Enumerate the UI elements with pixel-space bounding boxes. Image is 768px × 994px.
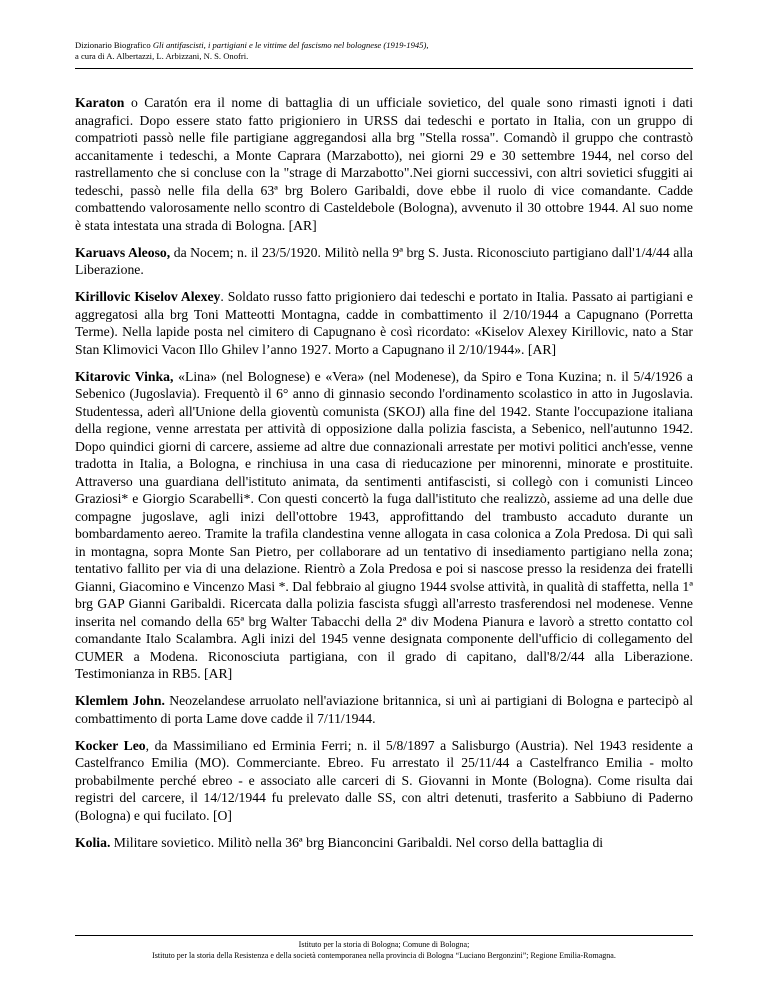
entry-text: . Soldato russo fatto prigioniero dai tedeschi e portato in Italia. Passato ai partigiani e aggregatosi alla brg Toni Matteotti Montagna, cadde in combattimento il 2/10/1944 a Capugnano (Porretta Terme). Nella lapide posta nel cimitero di Capugnano è così ricordato: «Kiselov Alexey Kirillovic, nato a Star Stan Klimovici Vacon Illo Ghilev l’anno 1927. Morto a Capugnano il 2/10/1944». [AR] [75,289,693,357]
entry-text: da Nocem; n. il 23/5/1920. Militò nella 9ª brg S. Justa. Riconosciuto partigiano dall'1/4/44 alla Liberazione. [75,244,694,277]
header-line-1 [75,40,695,51]
entry-name: Karuavs Aleoso, [75,244,171,260]
entry-name: Kirillovic Kiselov Alexey [75,289,221,304]
entry-karaton [75,94,693,234]
header-suffix: , [426,40,429,50]
entry-text: Militare sovietico. Militò nella 36ª brg Bianconcini Garibaldi. Nel corso della battaglia di [113,834,604,850]
footer-line-1: Istituto per la storia di Bologna; Comune di Bologna; [298,940,470,949]
footer-line-2: Istituto per la storia della Resistenza e della società contemporanea nella provincia di Bologna “Luciano Bergonzini”; Regione Emilia-Romagna. [152,951,616,960]
entry-name: Kitarovic Vinka, [75,368,174,384]
page-footer [60,939,708,961]
page-header [75,40,695,62]
footer-divider [75,935,693,936]
entry-name: Kolia. [75,834,111,850]
entry-kolia [75,834,693,852]
header-book-title: Gli antifascisti, i partigiani e le vittime del fascismo nel bolognese (1919-1945) [152,40,427,50]
entry-kirillovic-kiselov [75,288,693,358]
entry-name: Kocker Leo [75,737,146,753]
entry-text: Neozelandese arruolato nell'aviazione britannica, si unì ai partigiani di Bologna e partecipò al combattimento di porta Lame dove cadde il 7/11/1944. [75,693,694,726]
entry-kocker-leo [75,737,693,825]
entry-kitarovic-vinka [75,368,693,683]
entry-text: «Lina» (nel Bolognese) e «Vera» (nel Modenese), da Spiro e Tona Kuzina; n. il 5/4/1926 a Sebenico (Jugoslavia). Frequentò il 6° anno di ginnasio secondo l'ordinamento scolastico in atto in Jugoslavia. Studentessa, aderì all'Unione della gioventù comunista (SKOJ) alla fine del 1942. Stante l'occupazione italiana della regione, venne arrestata per attività di opposizione dalla polizia fascista, a Sebenico, nell'autunno 1942. Dopo quindici giorni di carcere, assieme ad altre due connazionali arrestate per motivi politici anch'esse, venne tradotta in Italia, a Bologna, e rinchiusa in una casa di rieducazione per minorenni, minorate e prostituite. Attraverso una guardiana dell'istituto animata, da sentimenti antifascisti, si collegò con i comunisti Linceo Graziosi* e Giorgio Scarabelli*. Con questi concertò la fuga dall'istituto che realizzò, assieme ad una delle due compagne jugoslave, agli inizi dell'ottobre 1943, approfittando del trambusto accaduto durante un bombardamento aereo. Tramite la trafila clandestina venne allogata in casa colonica a Zola Predosa. Di qui salì in montagna, sopra Monte San Pietro, per collaborare ad un tentativo di insediamento partigiano nella zona; tentativo fallito per via di una delazione. Rientrò a Zola Predosa e poi si nascose presso la residenza dei fratelli Gianni, Giacomino e Vincenzo Masi *. Dal febbraio al giugno 1944 svolse attività, in qualità di staffetta, nella 1ª brg GAP Gianni Garibaldi. Ricercata dalla polizia fascista sfuggì all'arresto trasferendosi nel modenese. Venne inserita nel comando della 65ª brg Walter Tabacchi della 2ª div Modena Pianura e lavorò a stretto contatto col comandante Italo Scalambra. Agli inizi del 1945 venne designata componente dell'ufficio di collegamento del CUMER a Modena. Riconosciuta partigiana, con il grado di capitano, dall'8/2/44 alla Liberazione. Testimonianza in RB5. [AR] [75,368,694,681]
header-divider [75,68,693,69]
header-prefix: Dizionario Biografico [75,40,151,50]
header-line-2: a cura di A. Albertazzi, L. Arbizzani, N. S. Onofri. [75,51,249,61]
entry-name: Karaton [75,95,125,110]
entry-klemlem-john [75,692,693,727]
entry-karuavs-aleoso [75,244,693,279]
entry-name: Klemlem John. [75,693,165,708]
entry-text: o Caratón era il nome di battaglia di un ufficiale sovietico, del quale sono rimasti ignoti i dati anagrafici. Dopo essere stato fatto prigioniero in URSS dai tedeschi e portato in Italia, con un gruppo di compatrioti passò nelle file partigiane aggregandosi alla brg "Stella rossa". Comandò il gruppo che contrastò accanitamente i tedeschi, a Monte Caprara (Marzabotto), nei giorni 29 e 30 settembre 1944, nel corso del rastrellamento che si concluse con la "strage di Marzabotto".Nei giorni successivi, con altri sovietici sfuggiti ai tedeschi, passò nelle fila della 63ª brg Bolero Garibaldi, dove ebbe il ruolo di vice comandante. Cadde combattendo valorosamente nello scontro di Casteldebole (Bologna), avvenuto il 30 ottobre 1944. Al suo nome è stata intestata una strada di Bologna. [AR] [75,95,694,233]
dictionary-entries [75,94,693,861]
entry-text: , da Massimiliano ed Erminia Ferri; n. il 5/8/1897 a Salisburgo (Austria). Nel 1943 residente a Castelfranco Emilia (MO). Commerciante. Ebreo. Fu arrestato il 25/11/44 a Castelfranco Emilia - molto probabilmente perché ebreo - e associato alle carceri di S. Giovanni in Monte (Bologna). Come risulta dai registri del carcere, il 14/12/1944 fu prelevato dalle SS, con altri detenuti, trasferito a Sabbiuno di Paderno (Bologna) e qui fucilato. [O] [75,737,693,823]
